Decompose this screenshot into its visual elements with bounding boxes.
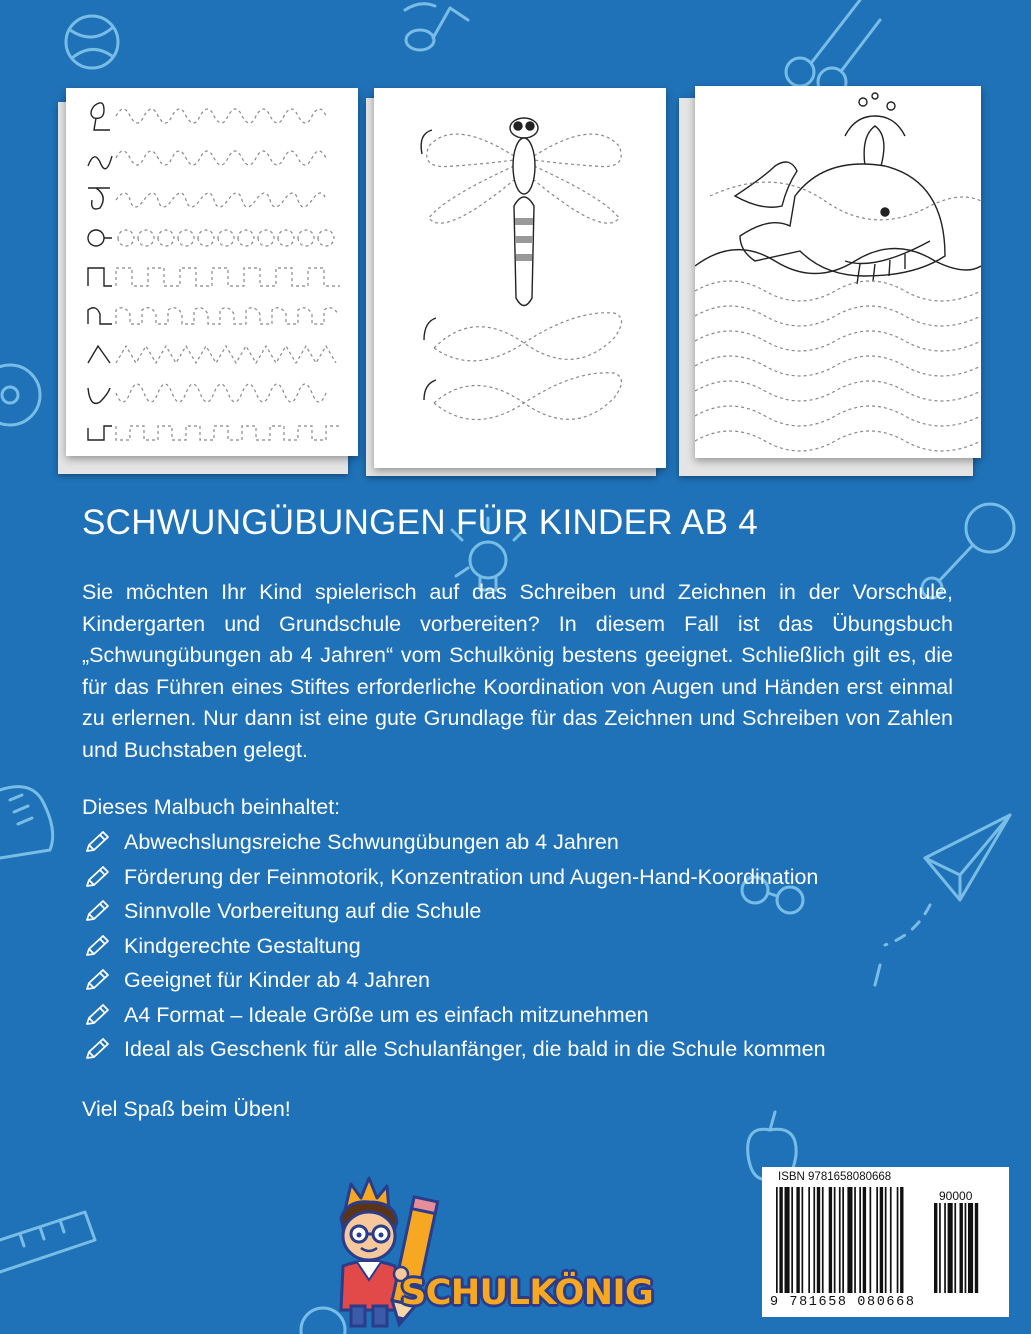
- ruler-doodle: [0, 1212, 95, 1272]
- dragonfly-illustration: [374, 88, 666, 468]
- features-list: [82, 825, 826, 1067]
- feature-item: [82, 894, 826, 929]
- pencil-icon: [84, 899, 110, 923]
- tracing-lines-illustration: [66, 88, 358, 456]
- book-title: SCHWUNGÜBUNGEN FÜR KINDER AB 4: [82, 503, 759, 542]
- scissors-doodle: [786, 0, 880, 96]
- disc-doodle: [0, 365, 40, 425]
- barcode-digits: 9 781658 080668: [770, 1295, 916, 1310]
- music-note-doodle: [405, 4, 468, 50]
- shoe-doodle: [0, 787, 53, 858]
- feature-item: [82, 860, 826, 895]
- ball-doodle: [66, 16, 118, 68]
- logo-wordmark: SCHULKÖNIG: [401, 1273, 654, 1313]
- feature-text: A4 Format – Ideale Größe um es einfach mitzunehmen: [124, 1002, 649, 1027]
- pencil-icon: [84, 934, 110, 958]
- whale-illustration: [695, 86, 981, 458]
- pencil-icon: [84, 1003, 110, 1027]
- feature-item: [82, 929, 826, 964]
- feature-item: [82, 998, 826, 1033]
- feature-item: [82, 963, 826, 998]
- pencil-icon: [84, 968, 110, 992]
- pencil-icon: [84, 1037, 110, 1061]
- feature-text: Abwechslungsreiche Schwungübungen ab 4 Jahren: [124, 830, 619, 854]
- closing-line: Viel Spaß beim Üben!: [82, 1097, 291, 1121]
- feature-text: Geeignet für Kinder ab 4 Jahren: [124, 968, 430, 992]
- pencil-icon: [84, 830, 110, 854]
- isbn-label: ISBN 9781658080668: [778, 1171, 892, 1183]
- intro-paragraph: Sie möchten Ihr Kind spielerisch auf das Schreiben und Zeichnen in der Vorschule, Kindergarten und Grundschule vorbereiten? In diesem Fall ist das Übungsbuch „Schwungübungen ab 4 Jahren“ vom Schulkönig bestens geeignet. Schließlich gilt es, die für das Führen eines Stiftes erforderliche Koordination von Augen und Händen erst einmal zu erlernen. Nur dann ist eine gute Grundlage für das Zeichnen und Schreiben von Zahlen und Buchstaben gelegt.: [82, 580, 953, 762]
- isbn-barcode: [762, 1167, 1009, 1317]
- feature-text: Ideal als Geschenk für alle Schulanfänger, die bald in die Schule kommen: [124, 1037, 826, 1061]
- feature-item: [82, 825, 826, 860]
- feature-text: Förderung der Feinmotorik, Konzentration und Augen-Hand-Koordination: [124, 864, 819, 889]
- features-heading: Dieses Malbuch beinhaltet:: [82, 795, 341, 819]
- schulkoenig-logo: [327, 1170, 687, 1330]
- feature-text: Kindgerechte Gestaltung: [124, 933, 361, 958]
- paper-plane-doodle: [875, 815, 1010, 985]
- feature-item: [82, 1032, 826, 1067]
- feature-text: Sinnvolle Vorbereitung auf die Schule: [124, 899, 482, 923]
- pencil-icon: [84, 865, 110, 889]
- price-code: 90000: [939, 1189, 973, 1203]
